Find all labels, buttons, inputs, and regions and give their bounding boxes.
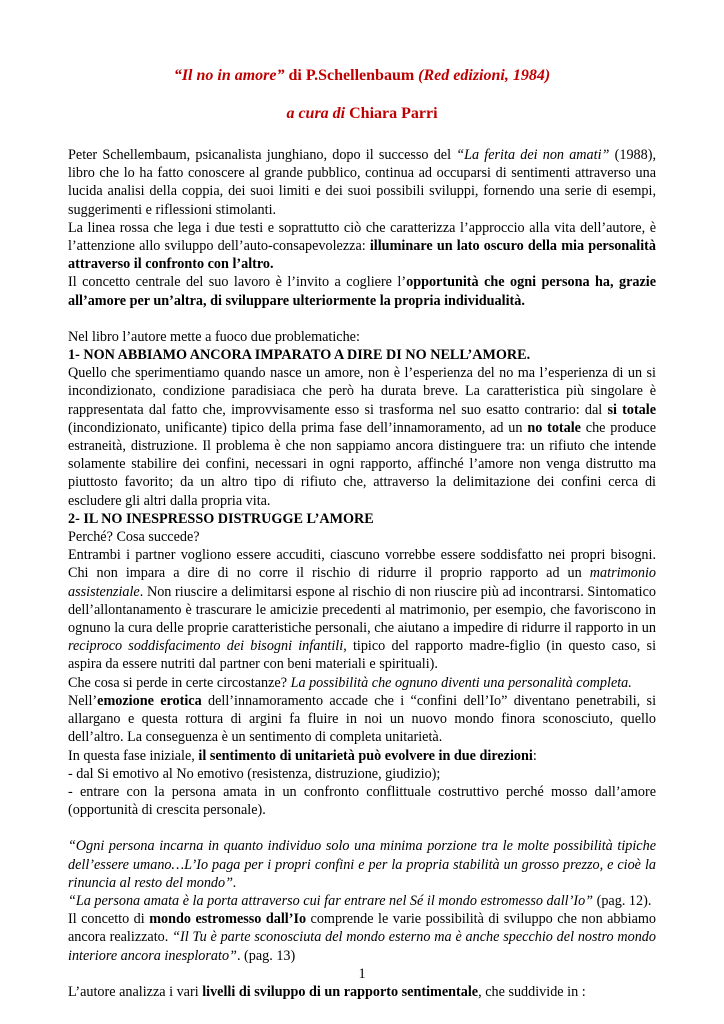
curator-name: Chiara Parri xyxy=(345,105,438,122)
section-2-direction-1: - dal Si emotivo al No emotivo (resistenza, distruzione, giudizio); xyxy=(68,765,441,782)
concept-paragraph: Il concetto di mondo estromesso dall’Io comprende le varie possibilità di sviluppo che non abbiamo ancora realizzato. “Il Tu è parte sconosciuta del mondo esterno ma è anche specchio del nostro mondo interiore ancora inesplorato”. (pag. 13) xyxy=(68,911,656,964)
document-page xyxy=(68,62,656,1001)
section-2-heading: 2- IL NO INESPRESSO DISTRUGGE L’AMORE xyxy=(68,510,374,527)
book-title: “Il no in amore” xyxy=(173,67,285,84)
document-title xyxy=(68,66,656,86)
document-curator xyxy=(68,104,656,124)
intro-paragraph-2: La linea rossa che lega i due testi e soprattutto ciò che caratterizza l’approccio alla vita dell’autore, è l’attenzione allo sviluppo dell’auto-consapevolezza: illuminare un lato oscuro della mia personalità attraverso il confronto con l’altro. xyxy=(68,219,656,273)
section-2-body: Entrambi i partner vogliono essere accuditi, ciascuno vorrebbe essere soddisfatto nei propri bisogni. Chi non impara a dire di no corre il rischio di ridurre il proprio rapporto ad un matrimonio assistenziale. Non riuscire a delimitarsi espone al rischio di non riuscire più ad incontrarsi. Sintomatico dell’allontanamento è trascurare le amicizie precedenti al matrimonio, per esempio, che favoriscono in ognuno la cura delle proprie caratteristiche personali, che aiutano a impedire di ridurre il rapporto in un reciproco soddisfacimento dei bisogni infantili, tipico del rapporto madre-figlio (in questo caso, si aspira da essere nutriti dal partner con beni materiali e spirituali). xyxy=(68,547,657,673)
section-2-question: Perché? Cosa succede? xyxy=(68,529,200,546)
author-ref: di P.Schellenbaum xyxy=(284,67,419,84)
section-2-erotic: Nell’emozione erotica dell’innamoramento accade che i “confini dell’Io” diventano penetrabili, si allargano e questa rottura di argini fa fluire in noi un nuovo mondo finora sconosciuto, quello dell’altro. La conseguenza è un sentimento di completa unitarietà. xyxy=(68,692,657,746)
quote-2: “La persona amata è la porta attraverso cui far entrare nel Sé il mondo estromesso dall’Io” (pag. 12). xyxy=(68,892,652,909)
closing-paragraph: L’autore analizza i vari livelli di sviluppo di un rapporto sentimentale, che suddivide in : xyxy=(68,983,586,1000)
section-1-heading: 1- NON ABBIAMO ANCORA IMPARATO A DIRE DI NO NELL’AMORE. xyxy=(68,347,531,364)
section-2-direction-2: - entrare con la persona amata in un confronto conflittuale costruttivo perché mosso dall’amore (opportunità di crescita personale). xyxy=(68,783,656,819)
page-number: 1 xyxy=(358,966,366,982)
section-2-phase: In questa fase iniziale, il sentimento di unitarietà può evolvere in due direzioni: xyxy=(68,747,537,764)
curator-label: a cura di xyxy=(286,105,346,122)
section-1-body: Quello che sperimentiamo quando nasce un amore, non è l’esperienza del no ma l’esperienza di un si incondizionato, condizione paradisiaca che però ha durata breve. La caratteristica più singolare è rappresentata dal fatto che, improvvisamente esso si trasforma nel suo esatto contrario: dal si totale (incondizionato, unificante) tipico della prima fase dell’innamoramento, ad un no totale che produce estraneità, distruzione. Il problema è che non sappiamo ancora distinguere tra: un rifiuto che intende solamente stabilire dei confini, necessari in ogni rapporto, affinché l’amore non venga distrutto ma piuttosto favorito; da un altro tipo di rifiuto che, attraverso la delimitazione dei confini cerca di escludere gli altri dalla propria vita. xyxy=(68,365,656,509)
intro-paragraph-3: Il concetto centrale del suo lavoro è l’invito a cogliere l’opportunità che ogni persona ha, grazie all’amore per un’altra, di sviluppare ulteriormente la propria individualità. xyxy=(68,274,656,309)
quote-1: “Ogni persona incarna in quanto individuo solo una minima porzione tra le molte possibilità tipiche dell’essere umano…L’Io paga per i propri confini e per la propria stabilità un grosso prezzo, e cioè la rinuncia al resto del mondo”. xyxy=(68,838,656,891)
intro-paragraph-1: Peter Schellembaum, psicanalista junghiano, dopo il successo del “La ferita dei non amati” (1988), libro che lo ha fatto conoscere al grande pubblico, continua ad occuparsi di sentimenti attraverso una lucida analisi della coppia, dei suoi limiti e dei suoi possibili sviluppi, fornendo una serie di esempi, suggerimenti e riflessioni stimolanti. xyxy=(68,147,656,218)
section-lead: Nel libro l’autore mette a fuoco due problematiche: xyxy=(68,328,360,345)
section-2-loss: Che cosa si perde in certe circostanze? La possibilità che ognuno diventi una personalità completa. xyxy=(68,674,632,691)
publisher-ref: (Red edizioni, 1984) xyxy=(418,67,551,84)
